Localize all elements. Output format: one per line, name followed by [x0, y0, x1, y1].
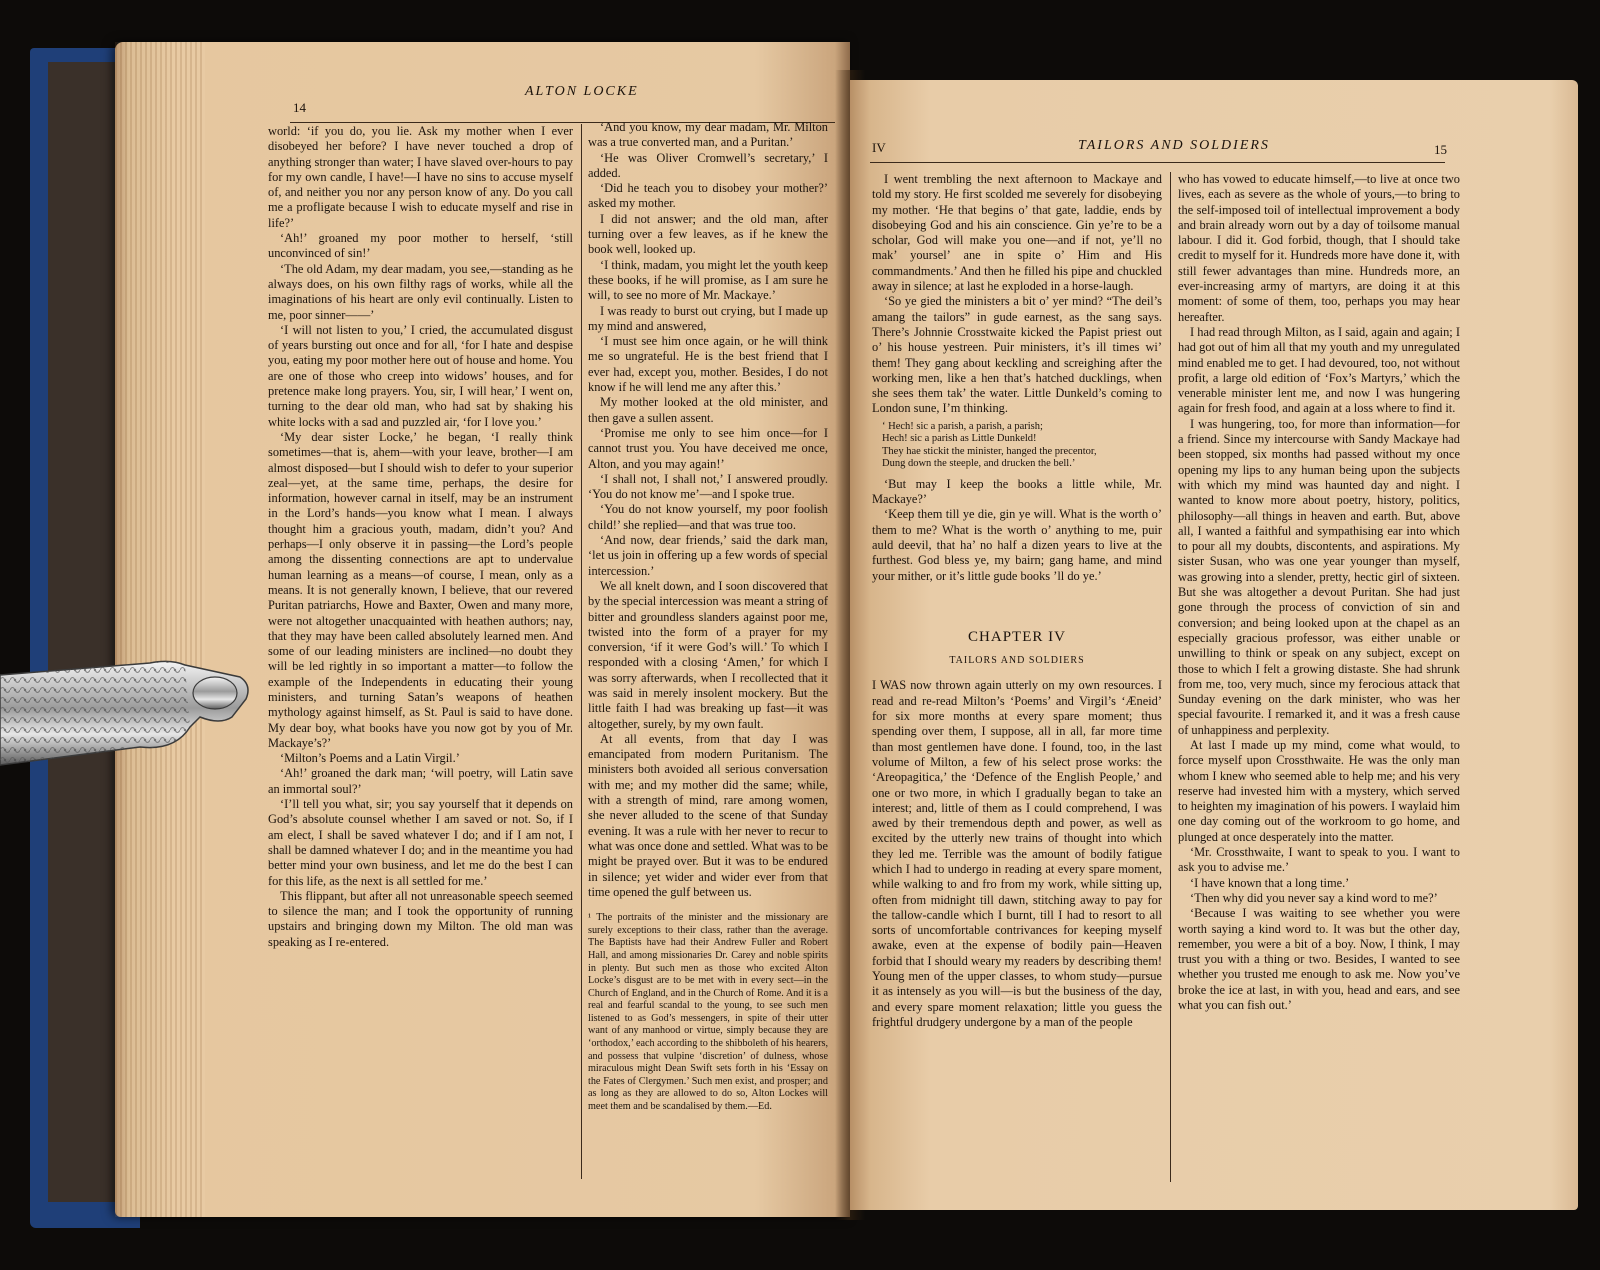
paragraph: ‘But may I keep the books a little while, Mr. Mackaye?’: [872, 476, 1162, 507]
right-page: [850, 80, 1578, 1210]
right-column-2: [1178, 172, 1460, 1013]
page-clip: [0, 655, 250, 775]
paragraph: I WAS now thrown again utterly on my own resources. I read and re-read Milton’s ‘Poems’ and Virgil’s ‘Æneid’ for six more months at every spare moment; thus spending over them, I suppose, all in all, far more time than most gentlemen have done. I found, too, in the last volume of Milton, a few of his select prose works: the ‘Areopagitica,’ the ‘Defence of the English People,’ and one or two more, in which I gradually began to take an interest; and, little of them as I could comprehend, I was awed by their tremendous depth and power, as well as excited by the utterly new trains of thought into which they led me. Terrible was the amount of bodily fatigue which I had to undergo in reading at every spare moment, while walking to and fro from my work, while sitting up, often from midnight till dawn, stitching away to pay for the tallow-candle which I burnt, till I had to resort to all sorts of uncomfortable contrivances for keeping myself awake, even at the expense of bodily pain—Heaven forbid that I should weary my readers by describing them! Young men of the upper classes, to whom study—pursue it as intensely as you will—is but the business of the day, and every spare moment relaxation; little you guess the frightful drudgery undergone by a man of the people: [872, 678, 1162, 1029]
paragraph: ‘So ye gied the ministers a bit o’ yer mind? “The deil’s amang the tailors” in gude earnest, as the sang says. There’s Johnnie Crosstwaite kicked the Papist priest out o’ his house yestreen. Puir ministers, it’s ill times wi’ them! They gang about keckling and screighing after the working men, like a hen that’s hatched ducklings, when she sees them tak’ the water. Little Dunkeld’s coming to London sune, I’m thinking.: [872, 294, 1162, 416]
paragraph: My mother looked at the old minister, and then gave a sullen assent.: [588, 395, 828, 425]
paragraph: ‘He was Oliver Cromwell’s secretary,’ I added.: [588, 150, 828, 180]
paragraph: ‘Then why did you never say a kind word to me?’: [1190, 890, 1438, 905]
paragraph: who has vowed to educate himself,—to live at once two lives, each as severe as the whole of yours,—to bring to the self-imposed toil of intellectual improvement a body and brain already worn out by a day of toilsome manual labour. I did it. God forbid, though, that I should take credit to myself for it. Hundreds more have done it, with still fewer advantages than mine. Hundreds more, an ever-increasing army of martyrs, are doing it at this moment: of some of them, too, perhaps you may hear hereafter.: [1178, 172, 1460, 324]
paragraph: ‘I’ll tell you what, sir; you say yourself that it depends on God’s absolute counsel whether I am saved or not. So, if I am elect, I shall be saved whatever I do; and if I am not, I shall be damned whatever I do; and in the meantime you had better mind your own business, and let me do the best I can for this life, as the next is all settled for me.’: [268, 797, 573, 888]
paragraph: ‘Keep them till ye die, gin ye will. What is the worth o’ them to me? What is the worth o’ anything to me, puir auld deevil, that ha’ no half a dizen years to live at the furthest. God bless ye, my bairn; gang hame, and mind your mither, or it’s little gude books ’ll do ye.’: [872, 507, 1162, 583]
paragraph: world: ‘if you do, you lie. Ask my mother when I ever disobeyed her before? I have never touched a drop of anything stronger than water; I have slaved over-hours to pay for my own candle, I have!—I have no sins to accuse myself of, and neither you nor any person know of any. Do you call me a profligate because I wish to educate myself and rise in life?’: [268, 124, 573, 230]
page-edges: [115, 42, 205, 1217]
left-running-head: ALTON LOCKE: [525, 84, 639, 99]
column-divider: [581, 124, 582, 1179]
right-running-head: TAILORS AND SOLDIERS: [1078, 138, 1270, 153]
paragraph: ‘Ah!’ groaned my poor mother to herself, ‘still unconvinced of sin!’: [268, 231, 573, 261]
paragraph: ‘Milton’s Poems and a Latin Virgil.’: [280, 751, 460, 766]
paragraph: ‘And you know, my dear madam, Mr. Milton was a true converted man, and a Puritan.’: [588, 120, 828, 150]
paragraph: ‘My dear sister Locke,’ he began, ‘I really think sometimes—that is, ahem—with your leave, brother—I am almost disposed—but I should wish to defer to your superior zeal—yet, at the same time, perhaps, the desire for information, however carnal in itself, may be an instrument in the Lord’s hands—you know what I mean. I always thought him a gracious youth, madam, didn’t you? And perhaps—I only observe it in passing—the Lord’s people among the dissenting connections are apt to undervalue human learning as a means—of course, I mean, only as a means. It is not generally known, I believe, that our revered Puritan patriarchs, Howe and Baxter, Owen and many more, were not altogether unacquainted with heathen authors; nay, that they may have been called absolutely learned men. And some of our leading ministers are inclined—no doubt they will be led rightly in so important a matter—to follow the example of the Independents in educating their young ministers, and turning Satan’s weapons of heathen mythology against himself, as St. Paul is said to have done. My dear boy, what books have you now got by you of Mr. Mackaye’s?’: [268, 429, 573, 750]
paragraph: I went trembling the next afternoon to Mackaye and told my story. He first scolded me severely for disobeying my mother. ‘He that begins o’ that gate, laddie, ends by disobeying God and his ain conscience. Gin ye’re to be a scholar, God will make you one—and if not, ye’ll no mak’ yoursel’ ane in spite o’ Him and His commandments.’ And then he filled his pipe and chuckled away in silence; at last he exploded in a horse-laugh.: [872, 172, 1162, 294]
paragraph: ‘The old Adam, my dear madam, you see,—standing as he always does, on his own filthy rags of works, while all the imaginations of his heart are only evil continually. Listen to me, poor sinner——’: [268, 261, 573, 322]
left-page-number: 14: [293, 100, 306, 115]
paragraph: At last I made up my mind, come what would, to force myself upon Crossthwaite. He was the only man whom I knew who seemed able to help me; and his very reserve had invested him with a mystery, which served to heighten my imagination of his powers. I waylaid him one day coming out of the workroom to go home, and plunged at once desperately into the matter.: [1178, 737, 1460, 844]
paragraph: I was ready to burst out crying, but I made up my mind and answered,: [588, 303, 828, 333]
paragraph: ‘You do not know yourself, my poor foolish child!’ she replied—and that was true too.: [588, 502, 828, 532]
paragraph: I had read through Milton, as I said, again and again; I had got out of him all that my youth and my unregulated mind enabled me to get. I had devoured, too, not without profit, a large old edition of ‘Fox’s Martyrs,’ which the venerable minister lent me, and now I was hungering again for fresh food, and again at a loss where to find it.: [1178, 324, 1460, 416]
column-divider: [1170, 172, 1171, 1182]
paragraph: ‘Did he teach you to disobey your mother?’ asked my mother.: [588, 181, 828, 211]
paragraph: ‘Because I was waiting to see whether you were worth saying a kind word to. It was but the other day, remember, you were a bit of a boy. Now, I think, I may trust you with a thing or two. Besides, I wanted to see whether you trusted me enough to ask me. Now you’ve broke the ice at last, in with you, head and ears, and see what you can fish out.’: [1178, 906, 1460, 1013]
verse-block: ‘ Hech! sic a parish, a parish, a parish; Hech! sic a parish as Little Dunkeld! They hae stickit the minister, hanged the precentor, Dung down the steeple, and drucken the bell.’: [882, 420, 1097, 470]
chapter-heading: CHAPTER IV: [968, 628, 1066, 645]
paragraph: ‘Mr. Crossthwaite, I want to speak to you. I want to ask you to advise me.’: [1178, 845, 1460, 875]
left-column-1: [268, 124, 573, 950]
paragraph: ‘I shall not, I shall not,’ I answered proudly. ‘You do not know me’—and I spoke true.: [588, 471, 828, 502]
paragraph: ‘I have known that a long time.’: [1190, 875, 1350, 890]
paragraph: ‘And now, dear friends,’ said the dark man, ‘let us join in offering up a few words of special intercession.’: [588, 533, 828, 578]
right-page-number: 15: [1434, 142, 1447, 157]
paragraph: ‘Promise me only to see him once—for I cannot trust you. You have deceived me once, Alton, and you may again!’: [588, 425, 828, 471]
paragraph: ‘I think, madam, you might let the youth keep these books, if he will promise, as I am sure he will, to see no more of Mr. Mackaye.’: [588, 257, 828, 303]
paragraph: We all knelt down, and I soon discovered that by the special intercession was meant a string of bitter and groundless slanders against poor me, twisted into the form of a prayer for my conversion, ‘if it were God’s will.’ To which I responded with a closing ‘Amen,’ for which I was sorry afterwards, when I recollected that it was said in merely insolent mockery. But the little faith I had was breaking up fast—it was altogether, surely, by my own fault.: [588, 578, 828, 731]
footnote: ¹ The portraits of the minister and the missionary are surely exceptions to their class, rather than the average. The Baptists have had their Andrew Fuller and Robert Hall, and among missionaries Dr. Carey and noble spirits in plenty. But such men as those who excited Alton Locke’s disgust are to be met with in every sect—in the Church of England, and in the Church of Rome. And it is a real and fearful scandal to the young, to see such men listened to as God’s messengers, in spite of their utter want of any manhood or virtue, simply because they are ‘orthodox,’ each according to the shibboleth of his hearers, and possess that vulpine ‘discretion’ of dulness, whose miraculous might Dean Swift sets forth in his ‘Essay on the Fates of Clergymen.’ Such men exist, and prosper; and as long as they are allowed to do so, Alton Lockes will meet them and be scandalised by them.—Ed.: [588, 912, 828, 1113]
paragraph: I did not answer; and the old man, after turning over a few leaves, as if he knew the book well, looked up.: [588, 211, 828, 257]
paragraph: This flippant, but after all not unreasonable speech seemed to silence the man; and I took the opportunity of running upstairs and bringing down my Milton. The old man was speaking as I re-entered.: [268, 888, 573, 949]
paragraph: ‘I must see him once again, or he will think me so ungrateful. He is the best friend that I ever had, except you, mother. Besides, I do not know if he will lend me any after this.’: [588, 334, 828, 395]
paragraph: ‘I will not listen to you,’ I cried, the accumulated disgust of years bursting out once and for all, ‘for I hate and despise you, eating my poor mother here out of house and home. You are one of those who creep into widows’ houses, and for pretence make long prayers. You, sir, I will hear,’ I went on, turning to the dear old man, who had sat by shaking his white locks with a sad and puzzled air, ‘for I love you.’: [268, 322, 573, 429]
right-column-1: [872, 172, 1162, 1030]
chapter-subtitle: TAILORS AND SOLDIERS: [949, 655, 1085, 667]
chapter-roman: IV: [872, 140, 886, 155]
paragraph: I was hungering, too, for more than information—for a friend. Since my intercourse with Sandy Mackaye had been stopped, six months had passed without my once opening my lips to any human being upon the subjects with which my mind was haunted day and night. I wanted to know more about poetry, history, politics, philosophy—all things in heaven and earth. But, above all, I wanted a faithful and sympathising ear into which to pour all my doubts, discontents, and aspirations. My sister Susan, who was one year younger than myself, was growing into a slender, pretty, hectic girl of sixteen. But she was altogether a devout Puritan. She had just gone through the process of conviction of sin and conversion; and being looked upon at the chapel as an especially gracious professor, was either unable or unwilling to think or speak on any subject, except on those to which I felt a growing distaste. She had shrunk from me, too, very much, since my ferocious attack that Sunday evening on the dark minister, who was her special favourite. I remarked it, and it was a fresh cause of unhappiness and perplexity.: [1178, 416, 1460, 737]
header-rule: [870, 162, 1445, 163]
left-page: [115, 42, 850, 1217]
left-column-2: [588, 120, 828, 1114]
paragraph: At all events, from that day I was emancipated from modern Puritanism. The ministers both avoided all serious conversation with me; and my mother did the same; while, with a strength of mind, rare among women, she never alluded to the scene of that Sunday evening. It was a rule with her never to recur to what was once done and settled. What was to be might be prayed over. But it was to be endured in silence; yet wider and wider ever from that time opened the gulf between us.: [588, 731, 828, 899]
paragraph: ‘Ah!’ groaned the dark man; ‘will poetry, will Latin save an immortal soul?’: [268, 766, 573, 796]
